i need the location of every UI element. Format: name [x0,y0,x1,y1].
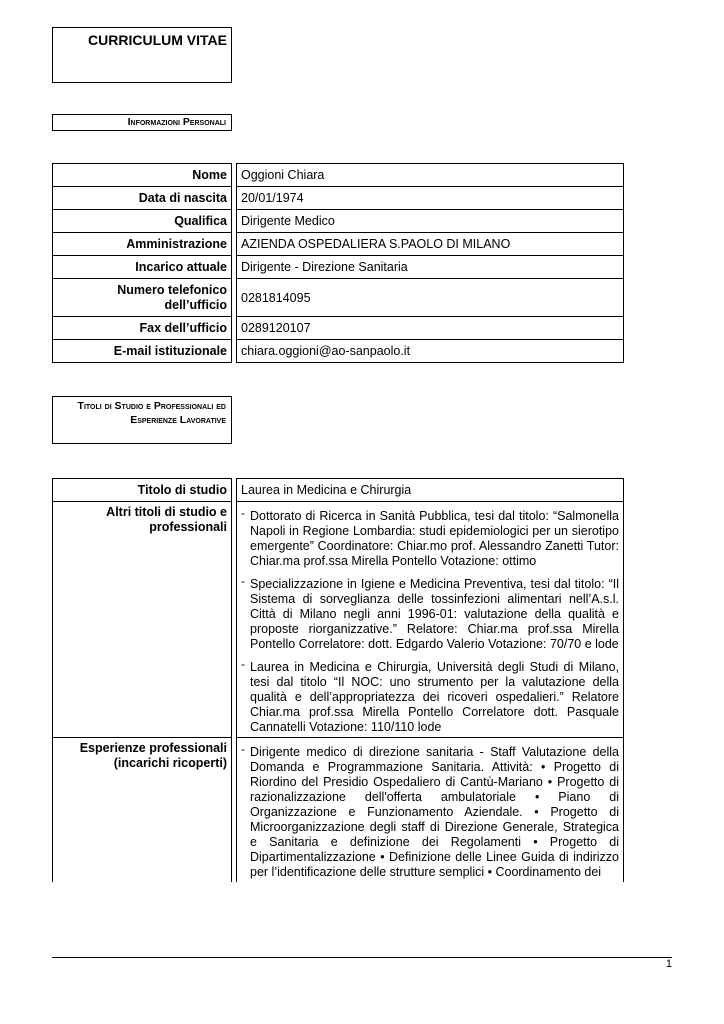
list-item [241,742,619,880]
field-value: Dirigente Medico [236,209,624,232]
field-label: Esperienze professionali (incarichi ricoperti) [52,737,232,882]
list-item-text: Specializzazione in Igiene e Medicina Preventiva, tesi dal titolo: “Il Sistema di sorveglianza delle tossinfezioni alimentari nell’A.s.l. Città di Milano negli anni 1996-01: valutazione della qualità e proposte riorganizzative.” Relatore: Chiar.ma prof.ssa Mirella Pontello Correlatore: dott. Edgardo Valerio Votazione: 70/70 e lode [250,577,619,651]
field-label: Qualifica [52,209,232,232]
field-label: Amministrazione [52,232,232,255]
list-item-text: Dottorato di Ricerca in Sanità Pubblica, tesi dal titolo: “Salmonella Napoli in Regione Lombardia: studi epidemiologici per un sierotipo emergente” Coordinatore: Chiar.mo prof. Alessandro Zanetti Tutor: Chiar.ma prof.ssa Mirella Pontello Votazione: ottimo [250,509,619,568]
field-label: Numero telefonico dell’ufficio [52,278,232,316]
field-label: Nome [52,163,232,186]
field-value: chiara.oggioni@ao-sanpaolo.it [236,339,624,363]
field-value [236,737,624,882]
bullet-dash: - [241,742,245,756]
field-value: 0289120107 [236,316,624,339]
field-value: Laurea in Medicina e Chirurgia [236,478,624,501]
personal-info-row [52,339,624,363]
list-item-text: Laurea in Medicina e Chirurgia, Università degli Studi di Milano, tesi dal titolo “Il NOC: uno strumento per la valutazione della qualità e dell’appropriatezza dei ricoveri ospedalieri.” Relatore Chiar.ma prof.ssa Mirella Pontello Correlatore dott. Pasquale Cannatelli Votazione: 110/110 lode [250,660,619,734]
section-education-heading: Titoli di Studio e Professionali ed Esperienze Lavorative [52,396,232,444]
field-value: Dirigente - Direzione Sanitaria [236,255,624,278]
footer-divider [52,957,672,958]
personal-info-row [52,163,624,186]
field-label: Fax dell’ufficio [52,316,232,339]
list-item [241,574,619,652]
personal-info-row [52,316,624,339]
list-item-text: Dirigente medico di direzione sanitaria - Staff Valutazione della Domanda e Programmazione Sanitaria. Attività: • Progetto di Riordino del Presidio Ospedaliero di Cantù-Mariano • Progetto di razionalizzazione dell'offerta ambulatoriale • Piano di Organizzazione e Funzionamento Aziendale. • Progetto di Microorganizzazione degli staff di Direzione Generale, Strategica e Sanitaria e definizione dei Regolamenti • Progetto di Dipartimentalizzazione • Definizione delle Linee Guida di indirizzo per l’identificazione delle strutture semplici • Coordinamento dei [250,745,619,879]
education-row-esperienze [52,737,624,882]
education-table [52,478,624,882]
personal-info-row [52,278,624,316]
esperienze-list [241,742,619,880]
personal-info-table [52,163,624,363]
section-personal-heading: Informazioni Personali [52,114,232,131]
field-label: E-mail istituzionale [52,339,232,363]
field-value: Oggioni Chiara [236,163,624,186]
personal-info-row [52,255,624,278]
field-value: 0281814095 [236,278,624,316]
altri-titoli-list [241,506,619,735]
field-value: AZIENDA OSPEDALIERA S.PAOLO DI MILANO [236,232,624,255]
bullet-dash: - [241,506,245,520]
cv-title: CURRICULUM VITAE [52,27,232,83]
personal-info-row [52,209,624,232]
field-value [236,501,624,737]
education-row-altri [52,501,624,737]
list-item [241,657,619,735]
education-row-titolo [52,478,624,501]
field-label: Titolo di studio [52,478,232,501]
field-label: Data di nascita [52,186,232,209]
field-label: Incarico attuale [52,255,232,278]
personal-info-row [52,186,624,209]
field-value: 20/01/1974 [236,186,624,209]
bullet-dash: - [241,657,245,671]
field-label: Altri titoli di studio e professionali [52,501,232,737]
list-item [241,506,619,569]
page-number: 1 [665,958,672,970]
bullet-dash: - [241,574,245,588]
personal-info-row [52,232,624,255]
